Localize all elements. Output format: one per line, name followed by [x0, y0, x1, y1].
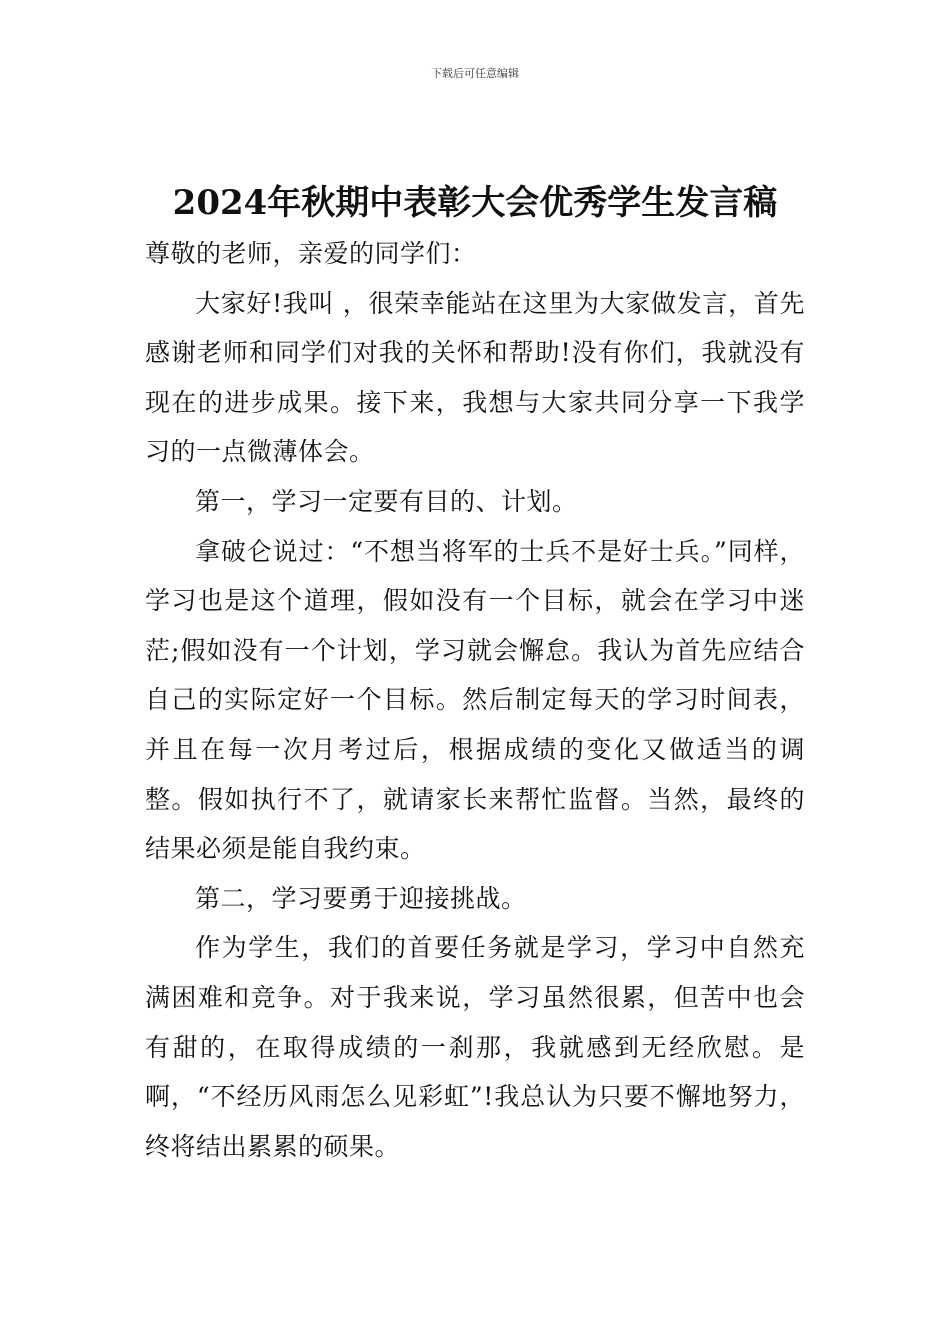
paragraph-greeting: 大家好!我叫 ，很荣幸能站在这里为大家做发言，首先感谢老师和同学们对我的关怀和帮助!没有你们，我就没有现在的进步成果。接下来，我想与大家共同分享一下我学习的一点微薄体会。: [145, 288, 805, 467]
paragraph-point-two-body: 作为学生，我们的首要任务就是学习，学习中自然充满困难和竞争。对于我来说，学习虽然很累，但苦中也会有甜的，在取得成绩的一刹那，我就感到无经欣慰。是啊，“不经历风雨怎么见彩虹”!我总认为只要不懈地努力，终将结出累累的硕果。: [145, 933, 805, 1161]
paragraph-point-one-body: 拿破仑说过：“不想当将军的士兵不是好士兵。”同样，学习也是这个道理，假如没有一个目标，就会在学习中迷茫;假如没有一个计划，学习就会懈怠。我认为首先应结合自己的实际定好一个目标。然后制定每天的学习时间表，并且在每一次月考过后，根据成绩的变化又做适当的调整。假如执行不了，就请家长来帮忙监督。当然，最终的结果必须是能自我约束。: [145, 536, 805, 864]
salutation: 尊敬的老师，亲爱的同学们：: [145, 239, 477, 268]
paragraph-point-one-heading: 第一，学习一定要有目的、计划。: [195, 486, 578, 516]
document-title: 2024年秋期中表彰大会优秀学生发言稿: [172, 183, 778, 223]
document-body: [145, 229, 805, 1171]
page-header: 下载后可任意编辑: [431, 67, 519, 80]
paragraph-point-two-heading: 第二，学习要勇于迎接挑战。: [195, 883, 527, 913]
